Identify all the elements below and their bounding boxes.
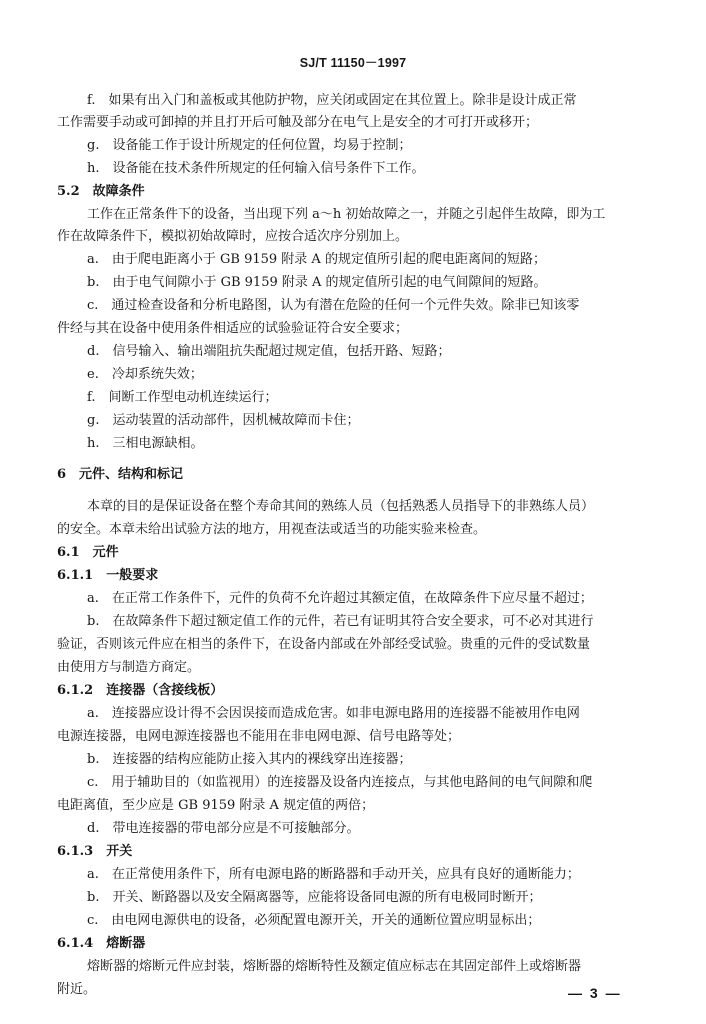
section-6-1-1-heading: 6.1.1 一般要求 [57,568,159,583]
clause-5-2-h: h. 三相电源缺相。 [87,436,204,451]
section-6-1-2-heading: 6.1.2 连接器（含接线板） [57,683,224,698]
clause-6-1-3-a: a. 在正常使用条件下，所有电源电路的断路器和手动开关，应具有良好的通断能力； [87,867,580,882]
clause-6-1-2-a-cont: 电源连接器，电网电源连接器也不能用在非电网电源、信号电路等处； [57,729,461,744]
section-6-1-3-heading: 6.1.3 开关 [57,844,133,859]
clause-5-2-a: a. 由于爬电距离小于 GB 9159 附录 A 的规定值所引起的爬电距离间的短路； [87,252,546,267]
section-6-1-4-text: 熔断器的熔断元件应封装，熔断器的熔断特性及额定值应标志在其固定部件上或熔断器 [87,959,582,974]
section-5-2-heading: 5.2 故障条件 [57,184,145,199]
clause-5-2-f: f. 间断工作型电动机连续运行； [87,390,278,405]
clause-6-1-2-a: a. 连接器应设计得不会因误接而造成危害。如非电源电路用的连接器不能被用作电网 [87,706,580,721]
clause-6-1-3-b: b. 开关、断路器以及安全隔离器等，应能将设备同电源的所有电极同时断开； [87,890,542,905]
clause-6-1-1-b-cont2: 由使用方与制造方商定。 [57,660,201,675]
clause-5-2-b: b. 由于电气间隙小于 GB 9159 附录 A 的规定值所引起的电气间隙间的短路。 [87,275,547,290]
section-6-1-heading: 6.1 元件 [57,545,119,560]
clause-5-2-e: e. 冷却系统失效； [87,367,203,382]
clause-6-1-1-b-cont: 验证，否则该元件应在相当的条件下，在设备内部或在外部经受试验。贵重的元件的受试数量 [57,637,591,652]
clause-6-1-1-b: b. 在故障条件下超过额定值工作的元件，若已有证明其符合安全要求，可不必对其进行 [87,614,594,629]
standard-number-header: SJ/T 11150－1997 [299,56,407,70]
chapter-6-intro-cont: 的安全。本章未给出试验方法的地方，用视查法或适当的功能实验来检查。 [57,522,487,537]
clause-6-1-3-c: c. 由电网电源供电的设备，必须配置电源开关，开关的通断位置应明显标出； [87,913,541,928]
page-number: — 3 — [568,985,622,1001]
section-5-2-intro-cont: 作在故障条件下，模拟初始故障时，应按合适次序分别加上。 [57,229,409,244]
clause-5-1-h: h. 设备能在技术条件所规定的任何输入信号条件下工作。 [87,161,425,176]
clause-5-2-g: g. 运动装置的活动部件，因机械故障而卡住； [87,413,360,428]
clause-5-2-c-cont: 件经与其在设备中使用条件相适应的试验验证符合安全要求； [57,321,409,336]
section-6-1-4-heading: 6.1.4 熔断器 [57,936,146,951]
clause-6-1-1-a: a. 在正常工作条件下，元件的负荷不允许超过其额定值，在故障条件下应尽量不超过； [87,591,593,606]
chapter-6-intro: 本章的目的是保证设备在整个寿命其间的熟练人员（包括熟悉人员指导下的非熟练人员） [87,499,595,514]
clause-6-1-2-c: c. 用于辅助目的（如监视用）的连接器及设备内连接点，与其他电路间的电气间隙和爬 [87,775,593,790]
clause-6-1-2-d: d. 带电连接器的带电部分应是不可接触部分。 [87,821,360,836]
section-5-2-intro: 工作在正常条件下的设备，当出现下列 a～h 初始故障之一，并随之引起伴生故障，即为工 [87,207,606,222]
clause-5-1-f: f. 如果有出入门和盖板或其他防护物，应关闭或固定在其位置上。除非是设计成正常 [87,93,577,108]
section-6-1-4-text-cont: 附近。 [57,982,97,997]
clause-6-1-2-c-cont: 电距离值，至少应是 GB 9159 附录 A 规定值的两倍； [57,798,375,813]
clause-5-2-d: d. 信号输入、输出端阻抗失配超过规定值，包括开路、短路； [87,344,451,359]
chapter-6-heading: 6 元件、结构和标记 [57,467,184,482]
clause-6-1-2-b: b. 连接器的结构应能防止接入其内的裸线穿出连接器； [87,752,412,767]
clause-5-1-f-cont: 工作需要手动或可卸掉的并且打开后可触及部分在电气上是安全的才可打开或移开； [57,115,539,130]
clause-5-2-c: c. 通过检查设备和分析电路图，认为有潜在危险的任何一个元件失效。除非已知该零 [87,298,580,313]
clause-5-1-g: g. 设备能工作于设计所规定的任何位置，均易于控制； [87,138,412,153]
